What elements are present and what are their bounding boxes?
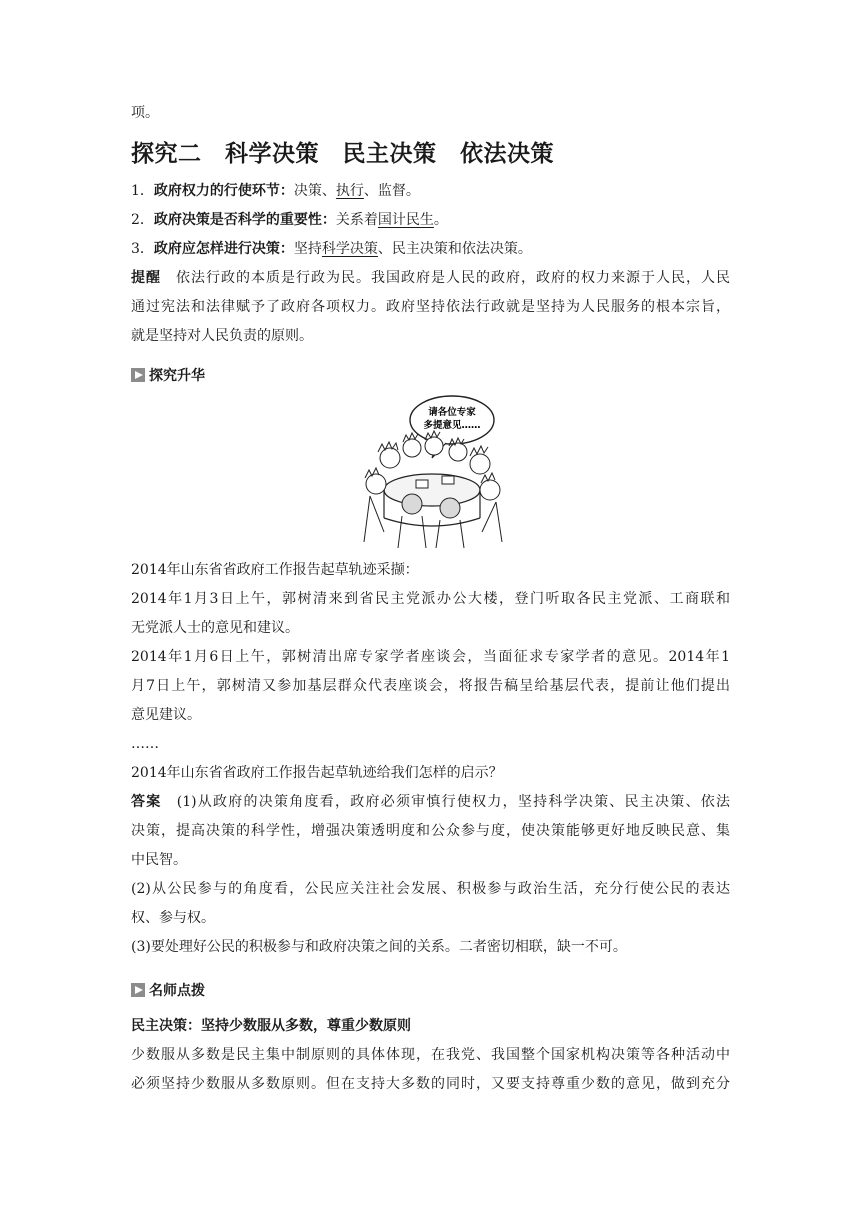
material-line-1: 2014年山东省省政府工作报告起草轨迹采撷： bbox=[131, 562, 419, 578]
material-line-2: 2014年1月3日上午，郭树清来到省民主党派办公大楼，登门听取各民主党派、工商联和 bbox=[131, 591, 730, 607]
answer-line-2: 决策，提高决策的科学性，增强决策透明度和公众参与度，使决策能够更好地反映民意、集 bbox=[131, 823, 730, 839]
list-item-3: 3．政府应怎样进行决策：坚持科学决策、民主决策和依法决策。 bbox=[131, 241, 532, 257]
bubble-line-2: 多提意见…… bbox=[423, 420, 481, 431]
material-line-6: 意见建议。 bbox=[131, 707, 201, 723]
top-fragment: 项。 bbox=[131, 105, 159, 121]
answer-line-4: (2)从公民参与的角度看，公民应关注社会发展、积极参与政治生活，充分行使公民的表达 bbox=[131, 881, 730, 897]
tip-line-2: 通过宪法和法律赋予了政府各项权力。政府坚持依法行政就是坚持为人民服务的根本宗旨， bbox=[131, 299, 730, 315]
play-triangle-icon bbox=[131, 983, 145, 997]
list-item-2: 2．政府决策是否科学的重要性：关系着国计民生。 bbox=[131, 212, 448, 228]
answer-line-3: 中民智。 bbox=[131, 852, 187, 868]
material-line-5: 月7日上午，郭树清又参加基层群众代表座谈会，将报告稿呈给基层代表，提前让他们提出 bbox=[131, 678, 730, 694]
bubble-line-1: 请各位专家 bbox=[428, 407, 476, 418]
section-marker-teacher: 名师点拨 bbox=[131, 980, 205, 1000]
question: 2014年山东省省政府工作报告起草轨迹给我们怎样的启示？ bbox=[131, 765, 503, 781]
page-heading: 探究二 科学决策 民主决策 依法决策 bbox=[131, 141, 554, 167]
answer-label: 答案 bbox=[131, 794, 162, 810]
principle-line-2: 必须坚持少数服从多数原则。但在支持大多数的同时，又要支持尊重少数的意见，做到充分 bbox=[131, 1076, 730, 1092]
tip-line-3: 就是坚持对人民负责的原则。 bbox=[131, 328, 313, 344]
answer-line-5: 权、参与权。 bbox=[131, 910, 215, 926]
answer-line-1: 答案 (1)从政府的决策角度看，政府必须审慎行使权力，坚持科学决策、民主决策、依法 bbox=[131, 794, 730, 810]
tip-label: 提醒 bbox=[131, 270, 161, 286]
section-marker-explore: 探究升华 bbox=[131, 365, 205, 385]
material-ellipsis: …… bbox=[131, 736, 159, 752]
material-line-3: 无党派人士的意见和建议。 bbox=[131, 620, 299, 636]
play-triangle-icon bbox=[131, 368, 145, 382]
principle-line-1: 少数服从多数是民主集中制原则的具体体现，在我党、我国整个国家机构决策等各种活动中 bbox=[131, 1047, 730, 1063]
meeting-cartoon bbox=[350, 392, 512, 548]
tip-line-1: 提醒 依法行政的本质是行政为民。我国政府是人民的政府，政府的权力来源于人民，人民 bbox=[131, 270, 730, 286]
answer-line-6: (3)要处理好公民的积极参与和政府决策之间的关系。二者密切相联，缺一不可。 bbox=[131, 939, 627, 955]
list-item-1: 1．政府权力的行使环节：决策、执行、监督。 bbox=[131, 183, 420, 199]
principle-title: 民主决策：坚持少数服从多数，尊重少数原则 bbox=[131, 1018, 411, 1034]
material-line-4: 2014年1月6日上午，郭树清出席专家学者座谈会，当面征求专家学者的意见。2014年1 bbox=[131, 649, 730, 665]
